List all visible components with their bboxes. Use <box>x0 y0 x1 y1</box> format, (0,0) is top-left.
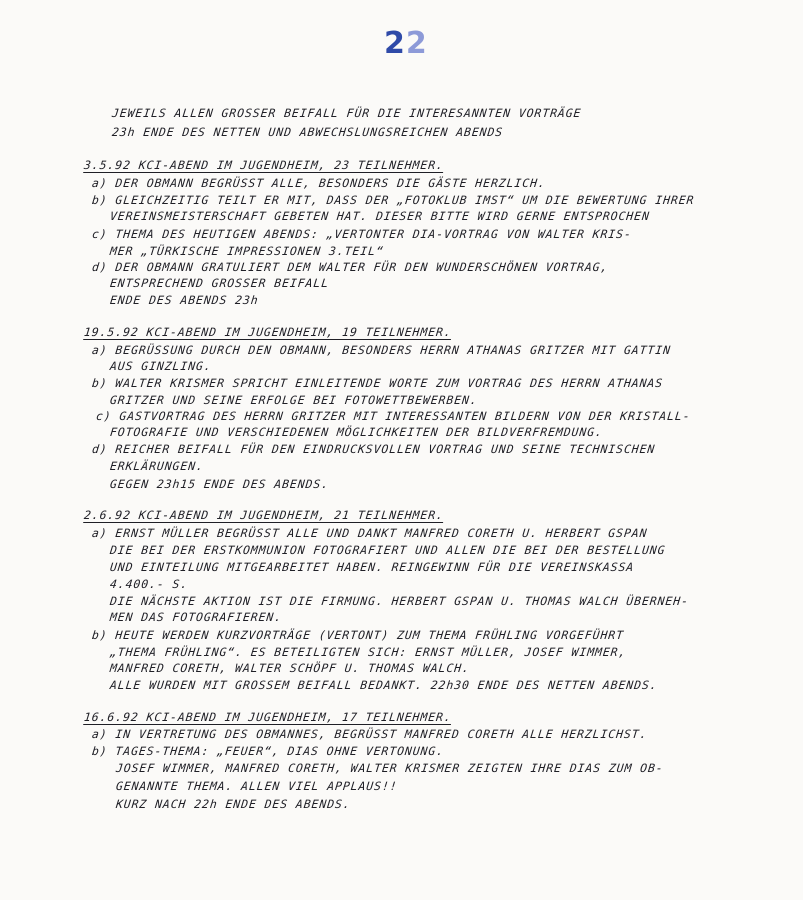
entry-2-line: ERKLÄRUNGEN. <box>109 459 205 473</box>
entry-1-line: d) DER OBMANN GRATULIERT DEM WALTER FÜR DEN WUNDERSCHÖNEN VORTRAG, <box>91 260 610 274</box>
entry-3-line: MANFRED CORETH, WALTER SCHÖPF U. THOMAS WALCH. <box>109 661 471 675</box>
entry-heading-3: 2.6.92 KCI-ABEND IM JUGENDHEIM, 21 TEILNEHMER. <box>83 508 445 522</box>
entry-3-line: DIE NÄCHSTE AKTION IST DIE FIRMUNG. HERBERT GSPAN U. THOMAS WALCH ÜBERNEH- <box>109 594 690 608</box>
entry-1-line: a) DER OBMANN BEGRÜSST ALLE, BESONDERS DIE GÄSTE HERZLICH. <box>91 176 547 190</box>
entry-2-line: FOTOGRAFIE UND VERSCHIEDENEN MÖGLICHKEITEN DER BILDVERFREMDUNG. <box>109 425 604 439</box>
entry-2-line: c) GASTVORTRAG DES HERRN GRITZER MIT INTERESSANTEN BILDERN VON DER KRISTALL- <box>95 409 692 423</box>
entry-2-line: GRITZER UND SEINE ERFOLGE BEI FOTOWETTBEWERBEN. <box>109 393 479 407</box>
entry-3-line: 4.400.- S. <box>109 577 189 591</box>
entry-2-line: d) REICHER BEIFALL FÜR DEN EINDRUCKSVOLLEN VORTRAG UND SEINE TECHNISCHEN <box>91 442 657 456</box>
entry-1-line: c) THEMA DES HEUTIGEN ABENDS: „VERTONTER DIA-VORTRAG VON WALTER KRIS- <box>91 227 633 241</box>
entry-3-line: ALLE WURDEN MIT GROSSEM BEIFALL BEDANKT. 22h30 ENDE DES NETTEN ABENDS. <box>109 678 659 692</box>
entry-heading-2: 19.5.92 KCI-ABEND IM JUGENDHEIM, 19 TEILNEHMER. <box>83 325 453 339</box>
page-number-digit-2: 2 <box>405 26 428 61</box>
entry-3-line: MEN DAS FOTOGRAFIEREN. <box>109 610 283 624</box>
entry-4-line: JOSEF WIMMER, MANFRED CORETH, WALTER KRISMER ZEIGTEN IHRE DIAS ZUM OB- <box>115 761 665 775</box>
intro-line-1: JEWEILS ALLEN GROSSER BEIFALL FÜR DIE INTERESANNTEN VORTRÄGE <box>111 106 583 120</box>
entry-1-line: MER „TÜRKISCHE IMPRESSIONEN 3.TEIL“ <box>109 244 385 258</box>
entry-1-line: VEREINSMEISTERSCHAFT GEBETEN HAT. DIESER BITTE WIRD GERNE ENTSPROCHEN <box>109 209 651 223</box>
entry-1-line: b) GLEICHZEITIG TEILT ER MIT, DASS DER „FOTOKLUB IMST“ UM DIE BEWERTUNG IHRER <box>91 193 696 207</box>
entry-3-line: UND EINTEILUNG MITGEARBEITET HABEN. REINGEWINN FÜR DIE VEREINSKASSA <box>109 560 635 574</box>
entry-4-line: b) TAGES-THEMA: „FEUER“, DIAS OHNE VERTONUNG. <box>91 744 445 758</box>
entry-1-line: ENDE DES ABENDS 23h <box>109 293 260 307</box>
entry-1-line: ENTSPRECHEND GROSSER BEIFALL <box>109 276 330 290</box>
entry-4-line: GENANNTE THEMA. ALLEN VIEL APPLAUS!! <box>115 779 399 793</box>
entry-2-line: GEGEN 23h15 ENDE DES ABENDS. <box>109 477 330 491</box>
page-number <box>384 26 428 61</box>
entry-3-line: „THEMA FRÜHLING“. ES BETEILIGTEN SICH: ERNST MÜLLER, JOSEF WIMMER, <box>109 645 628 659</box>
entry-2-line: AUS GINZLING. <box>109 359 213 373</box>
intro-line-2: 23h ENDE DES NETTEN UND ABWECHSLUNGSREICHEN ABENDS <box>111 125 504 139</box>
entry-3-line: b) HEUTE WERDEN KURZVORTRÄGE (VERTONT) ZUM THEMA FRÜHLING VORGEFÜHRT <box>91 628 625 642</box>
entry-3-line: a) ERNST MÜLLER BEGRÜSST ALLE UND DANKT MANFRED CORETH U. HERBERT GSPAN <box>91 526 649 540</box>
entry-3-line: DIE BEI DER ERSTKOMMUNION FOTOGRAFIERT UND ALLEN DIE BEI DER BESTELLUNG <box>109 543 667 557</box>
entry-4-line: a) IN VERTRETUNG DES OBMANNES, BEGRÜSST MANFRED CORETH ALLE HERZLICHST. <box>91 727 649 741</box>
entry-4-line: KURZ NACH 22h ENDE DES ABENDS. <box>115 797 352 811</box>
entry-2-line: b) WALTER KRISMER SPRICHT EINLEITENDE WORTE ZUM VORTRAG DES HERRN ATHANAS <box>91 376 664 390</box>
page-number-digit-1: 2 <box>384 26 406 61</box>
entry-heading-4: 16.6.92 KCI-ABEND IM JUGENDHEIM, 17 TEILNEHMER. <box>83 710 453 724</box>
entry-2-line: a) BEGRÜSSUNG DURCH DEN OBMANN, BESONDERS HERRN ATHANAS GRITZER MIT GATTIN <box>91 343 672 357</box>
entry-heading-1: 3.5.92 KCI-ABEND IM JUGENDHEIM, 23 TEILNEHMER. <box>83 158 445 172</box>
